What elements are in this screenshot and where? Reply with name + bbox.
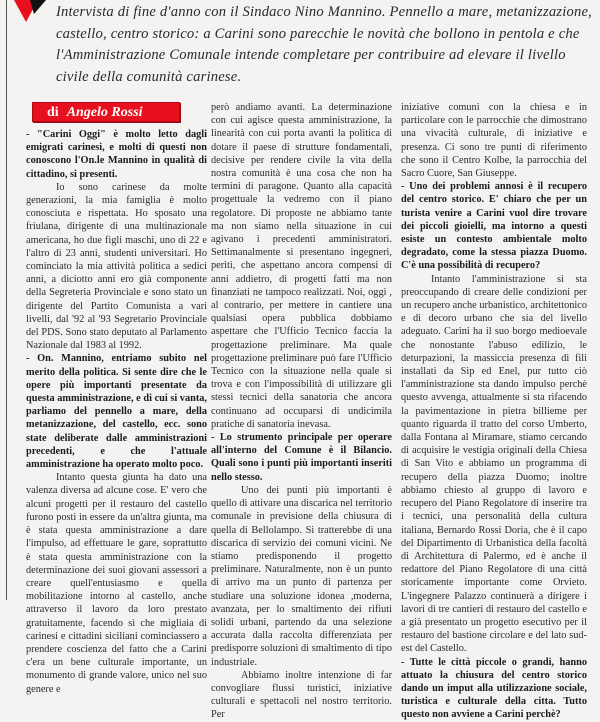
question-paragraph: - Tutte le città piccole o grandi, hanno attuato la chiusura del centro storico dando un imput alla utilizzazione sociale, turistica e culturale della citta. Tutto questo non avviene a Carini perchè? <box>401 656 587 721</box>
question-paragraph: - Lo strumento principale per operare all'interno del Comune è il Bilancio. Quali sono i punti più importanti inseriti nello stesso. <box>211 432 392 483</box>
byline-author: Angelo Rossi <box>66 105 143 120</box>
magazine-logo-icon <box>0 0 48 24</box>
page-border <box>6 0 7 600</box>
answer-paragraph: Intanto questa giunta ha dato una valenza diversa ad alcune cose. E' vero che alcuni progetti per il restauro del castello furono posti in essere da un'altra giunta, ma è stata questa amministrazione a dare l'impulso, ad effettuare le gare, soprattutto è stata questa amministrazione con la determinazione dei suoi giovani assessori a creare quell'entusiasmo e quella mobilitazione intorno al castello, anche attraverso il lavoro da loro prestato gratuitamente, facendo sì che migliaia di carinesi e cittadini siciliani cominciassero a prendere coscienza del fatto che a Carini c'era un bene culturale importante, un monumento di grande valore, unico nel suo genere e <box>26 472 207 695</box>
article-column-1 <box>26 128 207 696</box>
article-intro <box>56 2 596 88</box>
question-paragraph: - "Carini Oggi" è molto letto dagli emigrati carinesi, e molti di questi non conoscono l'On.le Mannino in qualità di cittadino, si presenti. <box>26 129 207 180</box>
article-column-3 <box>401 101 587 722</box>
continued-paragraph: però andiamo avanti. La determinazione con cui agisce questa amministrazione, la linearità con cui porta avanti la politica di dotare il paese di strutture fondamentali, decisive per rendere civile la vita della nostra comunità è una cosa che non ha termini di paragone. Quanto alla capacità progettuale la vedremo con il piano regolatore. Di proposte ne abbiamo tante ma non siamo nella situazione in cui agivano i precedenti amministratori. Settimanalmente si presentano ingegneri, periti, che aspettano ancora compensi di anni addietro, di progetti fatti ma non finanziati ne tampoco realizzati. Noi, oggi , al contrario, per mettere in cantiere una qualsiasi opera pubblica dobbiamo aspettare che l'Ufficio Tecnico faccia la progettazione preliminare. Ma quale progettazione preliminare può fare l'Ufficio Tecnico con la situazione nella quale si trova e con l'impossibilità di utilizzare gli stessi tecnici della sanatoria che ancora continuano ad occuparsi di undicimila pratiche di sanatoria inevasa. <box>211 102 392 430</box>
answer-paragraph: Uno dei punti più importanti è quello di attivare una discarica nel territorio comunale in previsione della chiusura di quella di Bellolampo. Si tratterebbe di una discarica di servizio dei comuni vicini. Ne stiamo predisponendo il progetto preliminare. Naturalmente, non è un punto di arrivo ma un punto di partenza per studiare una soluzione idonea ,moderna, avanzata, per lo smaltimento dei rifiuti solidi urbani, partendo da una selezione accurata dalla raccolta differenziata per predisporre soluzioni di smaltimento di tipo industriale. <box>211 484 392 668</box>
question-paragraph: - On. Mannino, entriamo subito nel merito della politica. Si sente dire che le opere più importanti presentate da questa amministrazione, e di cui si vanta, parliamo del pennello a mare, della metanizzazione, del castello, ecc. sono state deliberate dalle amministrazioni precedenti, e che l'attuale amministrazione ha operato molto poco. <box>26 353 207 471</box>
question-paragraph: - Uno dei problemi annosi è il recupero del centro storico. E' chiaro che per un turista venire a Carini vuol dire trovare dei piccoli gioielli, ma intorno a questi esiste un contesto ambientale molto degradato, come la stessa piazza Duomo. C'è una possibilità di recupero? <box>401 181 587 272</box>
answer-paragraph: Abbiamo inoltre intenzione di far convogliare flussi turistici, iniziative culturali e spettacoli nel nostro territorio. Per <box>211 669 392 721</box>
intro-text: Intervista di fine d'anno con il Sindaco Nino Mannino. Pennello a mare, metanizzazione, castello, centro storico: a Carini sono parecchie le novità che bollono in pentola e che l'Amministrazione Comunale intende completare per contribuire ad elevare il livello civile della comunità carinese. <box>56 4 592 85</box>
answer-paragraph: Io sono carinese da molte generazioni, la mia famiglia è molto conosciuta e rispettata. Ho sposato una friulana, dirigente di una multinazionale americana, ho due figli maschi, uno di 22 e l'altro di 23 anni, studenti universitari. Ho cominciato la mia attività politica a sedici anni, a diciotto anni ero già componente della Segreteria Provinciale e sono stato un dirigente del Partito Comunista a vari livelli, dal '92 al '93 Segretario Provinciale del PDS. Sono stato deputato al Parlamento Nazionale dal 1983 al 1992. <box>26 181 207 352</box>
byline-prefix: di <box>47 105 59 120</box>
article-column-2 <box>211 101 392 722</box>
answer-paragraph: Intanto l'amministrazione si sta preoccupando di creare delle condizioni per un recupero anche urbanistico, architettonico e di decoro urbano che sia del livello adeguato. Carini ha il suo borgo medioevale che nonostante l'abuso edilizio, le deturpazioni, la massiccia presenza di fili installati da Sip ed Enel, pur tutto ciò l'amministrazione sta dando impulso perchè questo avvenga, attualmente si sta rifacendo la pavimentazione in pietra billieme per quanto riguarda il tratto del corso Umberto, dalla Fontana al Miramare, stiamo cercando di acquisire le vestigia originali della Chiesa di San Vito e abbiamo un programma di recupero della piazza Duomo; inoltre abbiamo chiesto al gruppo di lavoro e recupero del Piano Regolatore di inserire tra i tecnici, una personalità della cultura italiana, Bernardo Rossi Doria, che è il capo del Dipartimento di Urbanistica della facoltà di Architettura di Palermo, ed è anche il redattore del Piano Regolatore di una città storicamente importante come Orvieto. L'ingegnere Palazzo continuerà a dirigere i lavori di tre cantieri di restauro del castello e a già presentato un progetto esecutivo per il restauro del bastione circolare e del lato sud-est del Castello. <box>401 273 587 655</box>
continued-paragraph: iniziative comuni con la chiesa e in particolare con le parrocchie che dimostrano una vivacità culturale, di iniziative e presenza. Ci sono tre punti di riferimento che sono il Centro Kolbe, la parrocchia del Sacro Cuore, San Giuseppe. <box>401 102 587 180</box>
author-byline <box>32 102 180 122</box>
